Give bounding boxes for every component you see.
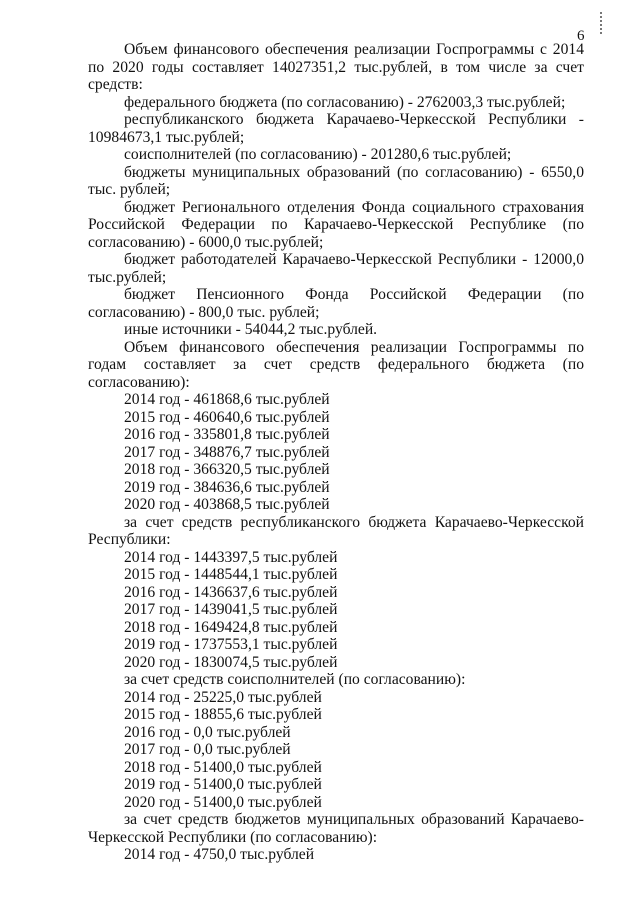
paragraph-social-insurance-fund: бюджет Регионального отделения Фонда социального страхования Российской Федерации по Карачаево-Черкесской Республике (по согласованию) - 6000,0 тыс.рублей; bbox=[88, 198, 584, 251]
list-item-republican-2014: 2014 год - 1443397,5 тыс.рублей bbox=[124, 548, 338, 566]
paragraph-employers-budget: бюджет работодателей Карачаево-Черкесской Республики - 12000,0 тыс.рублей; bbox=[88, 251, 584, 286]
list-item-federal-2015: 2015 год - 460640,6 тыс.рублей bbox=[124, 408, 330, 426]
list-item-co-executors-2020: 2020 год - 51400,0 тыс.рублей bbox=[124, 793, 322, 811]
scan-margin-mark bbox=[600, 12, 604, 34]
list-item-co-executors-2016: 2016 год - 0,0 тыс.рублей bbox=[124, 723, 291, 741]
list-item-federal-2018: 2018 год - 366320,5 тыс.рублей bbox=[124, 461, 330, 478]
list-item-co-executors-2017: 2017 год - 0,0 тыс.рублей bbox=[124, 741, 291, 758]
list-item-co-executors-2014: 2014 год - 25225,0 тыс.рублей bbox=[124, 688, 322, 706]
paragraph-co-executors-by-year-intro: за счет средств соисполнителей (по согласованию): bbox=[124, 671, 466, 688]
paragraph-pension-fund: бюджет Пенсионного Фонда Российской Федерации (по согласованию) - 800,0 тыс. рублей; bbox=[88, 286, 584, 321]
document-body bbox=[88, 41, 584, 864]
paragraph-municipal-budgets: бюджеты муниципальных образований (по согласованию) - 6550,0 тыс. рублей; bbox=[88, 163, 584, 198]
paragraph-republican-budget: республиканского бюджета Карачаево-Черкесской Республики - 10984673,1 тыс.рублей; bbox=[88, 111, 584, 146]
list-item-federal-2016: 2016 год - 335801,8 тыс.рублей bbox=[124, 426, 330, 443]
paragraph-federal-by-year-intro: Объем финансового обеспечения реализации Госпрограммы по годам составляет за счет средств федерального бюджета (по согласованию): bbox=[88, 338, 584, 391]
page-number: 6 bbox=[577, 28, 585, 44]
paragraph-other-sources: иные источники - 54044,2 тыс.рублей. bbox=[124, 321, 378, 338]
list-item-republican-2017: 2017 год - 1439041,5 тыс.рублей bbox=[124, 601, 338, 618]
paragraph-republican-by-year-intro: за счет средств республиканского бюджета Карачаево-Черкесской Республики: bbox=[88, 513, 584, 548]
list-item-co-executors-2015: 2015 год - 18855,6 тыс.рублей bbox=[124, 706, 322, 723]
paragraph-federal-budget: федерального бюджета (по согласованию) - 2762003,3 тыс.рублей; bbox=[124, 93, 566, 111]
list-item-municipal-2014: 2014 год - 4750,0 тыс.рублей bbox=[124, 846, 315, 863]
list-item-republican-2015: 2015 год - 1448544,1 тыс.рублей bbox=[124, 566, 338, 583]
list-item-co-executors-2018: 2018 год - 51400,0 тыс.рублей bbox=[124, 758, 322, 776]
paragraph-co-executors: соисполнителей (по согласованию) - 201280,6 тыс.рублей; bbox=[124, 146, 512, 163]
list-item-federal-2017: 2017 год - 348876,7 тыс.рублей bbox=[124, 443, 330, 461]
list-item-federal-2014: 2014 год - 461868,6 тыс.рублей bbox=[124, 391, 330, 408]
list-item-republican-2019: 2019 год - 1737553,1 тыс.рублей bbox=[124, 636, 338, 653]
list-item-republican-2020: 2020 год - 1830074,5 тыс.рублей bbox=[124, 653, 338, 671]
list-item-republican-2018: 2018 год - 1649424,8 тыс.рублей bbox=[124, 618, 338, 636]
list-item-federal-2020: 2020 год - 403868,5 тыс.рублей bbox=[124, 496, 330, 513]
list-item-republican-2016: 2016 год - 1436637,6 тыс.рублей bbox=[124, 583, 338, 601]
paragraph-total-funding: Объем финансового обеспечения реализации Госпрограммы с 2014 по 2020 годы составляет 14027351,2 тыс.рублей, в том числе за счет средств: bbox=[88, 41, 584, 93]
list-item-co-executors-2019: 2019 год - 51400,0 тыс.рублей bbox=[124, 776, 322, 793]
paragraph-municipal-by-year-intro: за счет средств бюджетов муниципальных образований Карачаево-Черкесской Республики (по согласованию): bbox=[88, 811, 584, 846]
list-item-federal-2019: 2019 год - 384636,6 тыс.рублей bbox=[124, 478, 330, 496]
